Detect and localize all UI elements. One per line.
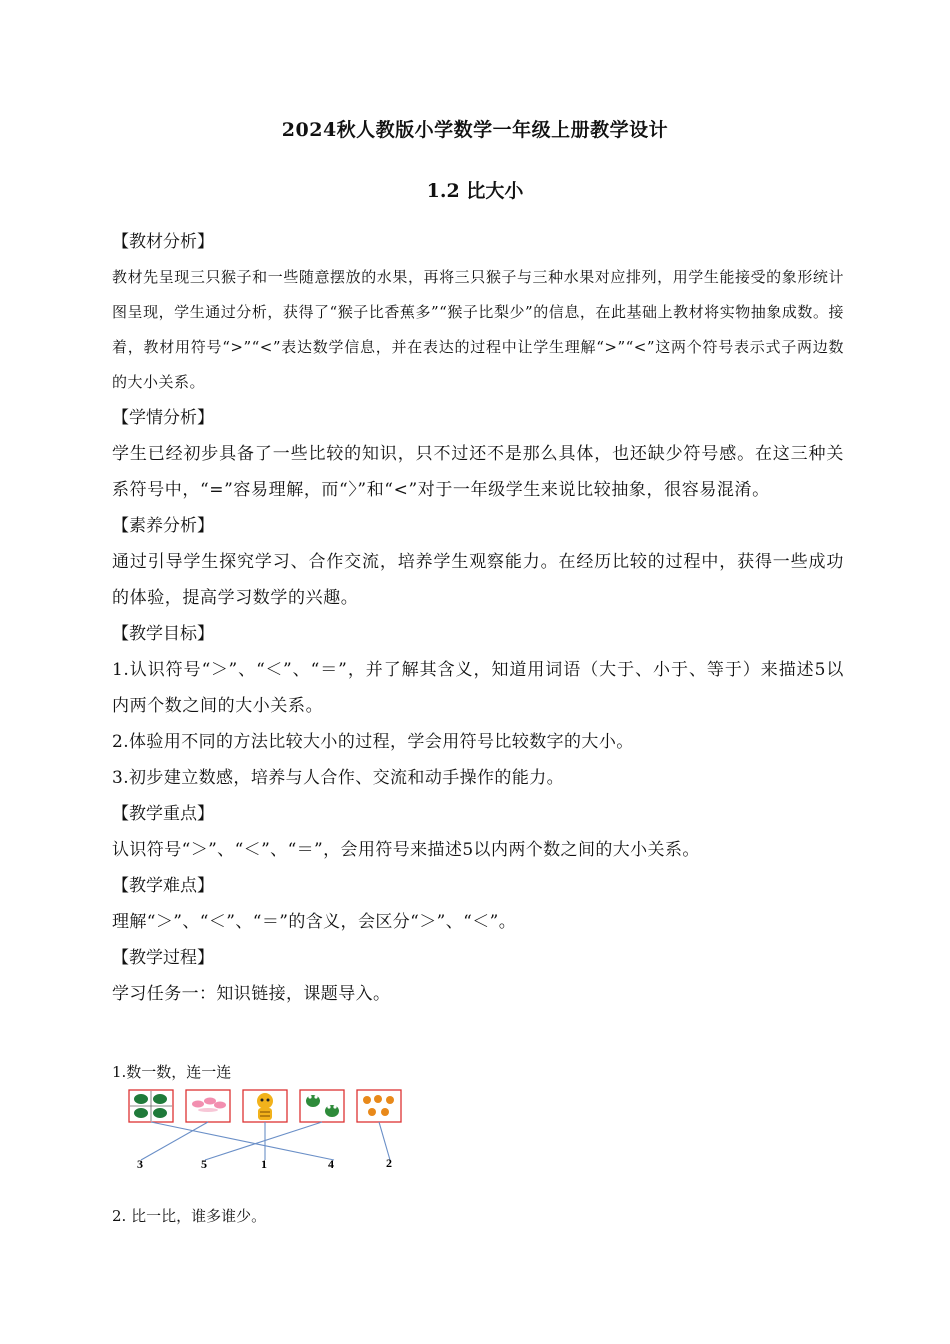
process-heading: 【教学过程】 xyxy=(112,948,214,968)
document-body xyxy=(112,224,844,1012)
difficulty-text: 理解“＞”、“＜”、“＝”的含义，会区分“＞”、“＜”。 xyxy=(112,912,517,932)
picture-box-4 xyxy=(300,1090,344,1122)
difficulty-heading: 【教学难点】 xyxy=(112,876,214,896)
number-label-4: 4 xyxy=(328,1157,334,1171)
literacy-heading: 【素养分析】 xyxy=(112,516,214,536)
number-label-1: 3 xyxy=(137,1157,143,1171)
lesson-title: 1.2 比大小 xyxy=(426,180,524,202)
picture-box-1 xyxy=(129,1090,173,1122)
picture-box-3 xyxy=(243,1090,287,1122)
students-text: 学生已经初步具备了一些比较的知识，只不过还不是那么具体，也还缺少符号感。在这三种关系符号中，“=”容易理解，而“〉”和“<”对于一年级学生来说比较抽象，很容易混淆。 xyxy=(112,444,844,500)
number-label-5: 2 xyxy=(386,1156,392,1170)
connection-lines xyxy=(141,1122,390,1160)
goal-item-2: 2.体验用不同的方法比较大小的过程，学会用符号比较数字的大小。 xyxy=(112,732,634,752)
picture-box-5 xyxy=(357,1090,401,1122)
material-text: 教材先呈现三只猴子和一些随意摆放的水果，再将三只猴子与三种水果对应排列，用学生能接受的象形统计图呈现，学生通过分析，获得了“猴子比香蕉多”“猴子比梨少”的信息，在此基础上教材将实物抽象成数。接着，教材用符号“>”“<”表达数学信息，并在表达的过程中让学生理解“>”“<”这两个符号表示式子两边数的大小关系。 xyxy=(112,268,844,391)
key-text: 认识符号“＞”、“＜”、“＝”，会用符号来描述5以内两个数之间的大小关系。 xyxy=(112,840,700,860)
literacy-text: 通过引导学生探究学习、合作交流，培养学生观察能力。在经历比较的过程中，获得一些成功的体验，提高学习数学的兴趣。 xyxy=(112,552,844,608)
goal-item-1: 1.认识符号“＞”、“＜”、“＝”，并了解其含义，知道用词语（大于、小于、等于）来描述5以内两个数之间的大小关系。 xyxy=(112,660,844,716)
count-and-connect-figure xyxy=(112,1088,412,1178)
number-label-2: 5 xyxy=(201,1157,207,1171)
number-label-3: 1 xyxy=(261,1157,267,1171)
picture-box-2 xyxy=(186,1090,230,1122)
material-heading: 【教材分析】 xyxy=(112,232,214,252)
goal-item-3: 3.初步建立数感，培养与人合作、交流和动手操作的能力。 xyxy=(112,768,565,788)
goals-heading: 【教学目标】 xyxy=(112,624,214,644)
task-1-text: 学习任务一：知识链接，课题导入。 xyxy=(112,984,391,1004)
step-2-caption: 2. 比一比，谁多谁少。 xyxy=(112,1207,267,1225)
document-title: 2024秋人教版小学数学一年级上册教学设计 xyxy=(281,119,669,141)
students-heading: 【学情分析】 xyxy=(112,408,214,428)
step-1-caption: 1.数一数，连一连 xyxy=(112,1063,232,1081)
key-heading: 【教学重点】 xyxy=(112,804,214,824)
